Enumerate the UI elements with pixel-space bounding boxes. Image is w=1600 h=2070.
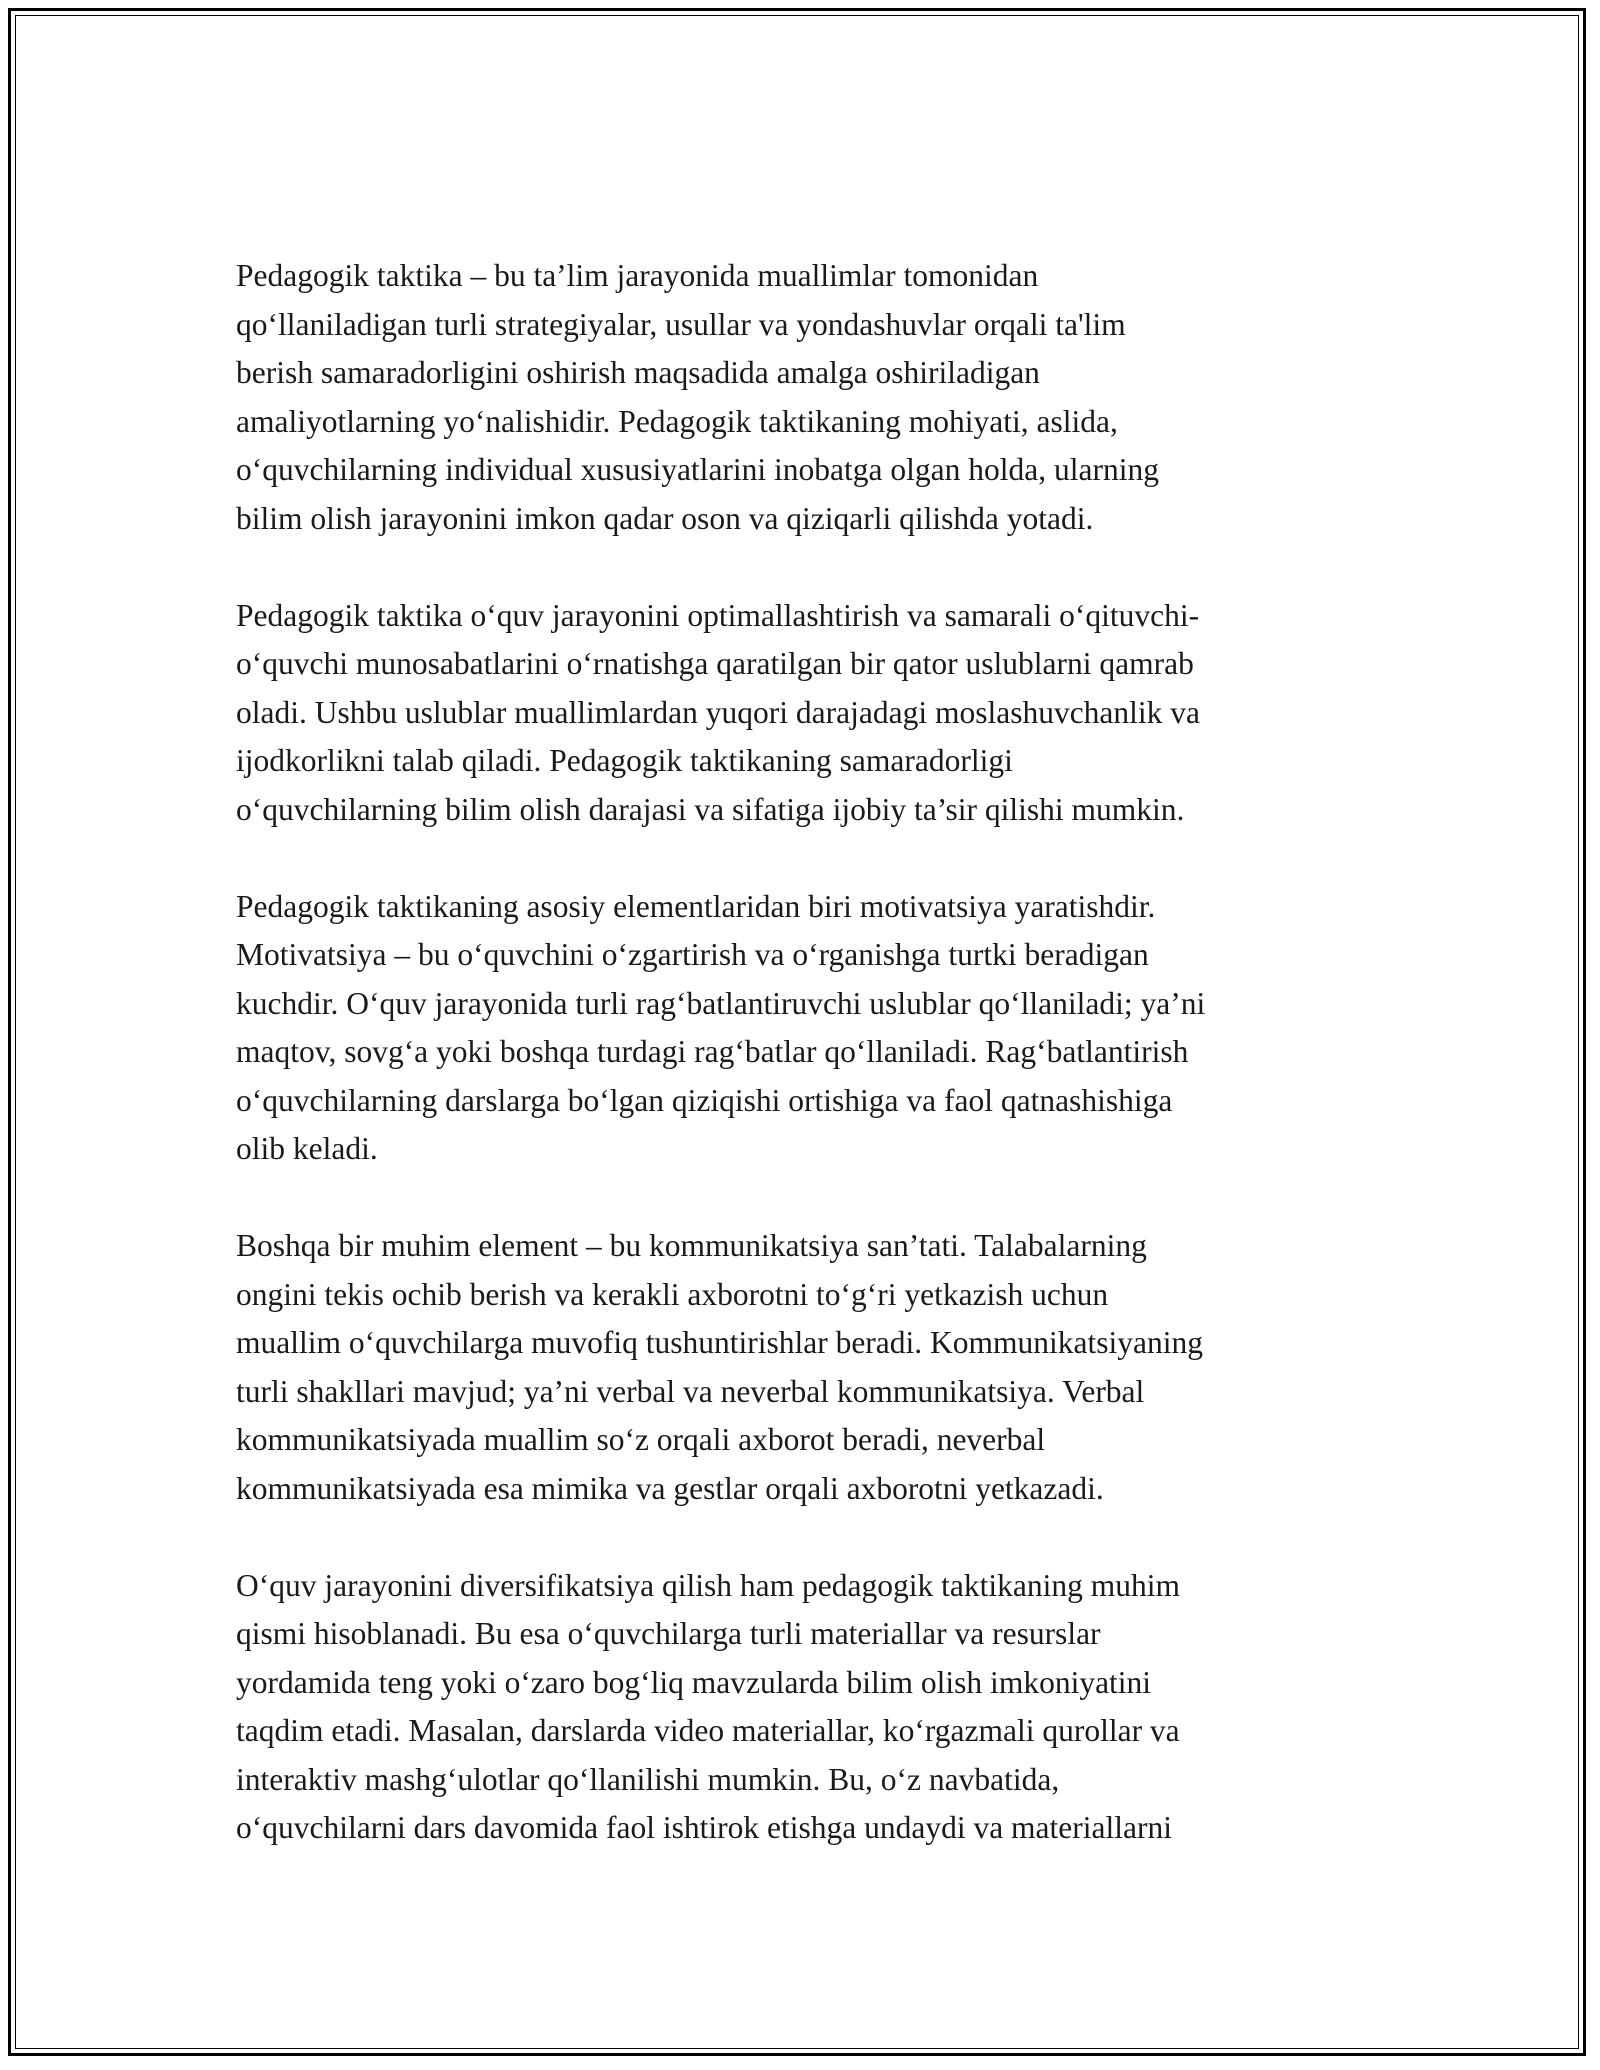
text-line: taqdim etadi. Masalan, darslarda video materiallar, ko‘rgazmali qurollar va	[236, 1713, 1180, 1748]
text-line: muallim o‘quvchilarga muvofiq tushuntirishlar beradi. Kommunikatsiyaning	[236, 1325, 1204, 1360]
text-line: Pedagogik taktika o‘quv jarayonini optimallashtirish va samarali o‘qituvchi-	[236, 597, 1200, 633]
text-line: ongini tekis ochib berish va kerakli axborotni to‘g‘ri yetkazish uchun	[236, 1276, 1109, 1312]
text-line: o‘quvchi munosabatlarini o‘rnatishga qaratilgan bir qator uslublarni qamrab	[236, 646, 1194, 681]
text-line: Pedagogik taktikaning asosiy elementlaridan biri motivatsiya yaratishdir.	[236, 888, 1156, 924]
text-line: kommunikatsiyada muallim so‘z orqali axborot beradi, neverbal	[236, 1422, 1046, 1457]
document-body	[236, 252, 1386, 1901]
text-line: amaliyotlarning yo‘nalishidir. Pedagogik taktikaning mohiyati, aslida,	[236, 403, 1118, 439]
text-line: o‘quvchilarning darslarga bo‘lgan qiziqishi ortishiga va faol qatnashishiga	[236, 1082, 1173, 1118]
text-line: berish samaradorligini oshirish maqsadida amalga oshiriladigan	[236, 355, 1040, 390]
text-line: Motivatsiya – bu o‘quvchini o‘zgartirish va o‘rganishga turtki beradigan	[236, 937, 1149, 972]
text-line: kommunikatsiyada esa mimika va gestlar orqali axborotni yetkazadi.	[236, 1470, 1104, 1506]
paragraph-2	[236, 592, 1386, 835]
text-line: bilim olish jarayonini imkon qadar oson va qiziqarli qilishda yotadi.	[236, 500, 1094, 536]
paragraph-3	[236, 883, 1386, 1174]
text-line: Pedagogik taktika – bu ta’lim jarayonida muallimlar tomonidan	[236, 258, 1039, 293]
text-line: o‘quvchilarning bilim olish darajasi va sifatiga ijobiy ta’sir qilishi mumkin.	[236, 791, 1185, 827]
text-line: qismi hisoblanadi. Bu esa o‘quvchilarga turli materiallar va resurslar	[236, 1616, 1101, 1651]
text-line: kuchdir. O‘quv jarayonida turli rag‘batlantiruvchi uslublar qo‘llaniladi; ya’ni	[236, 985, 1206, 1021]
text-line: oladi. Ushbu uslublar muallimlardan yuqori darajadagi moslashuvchanlik va	[236, 694, 1201, 730]
text-line: O‘quv jarayonini diversifikatsiya qilish ham pedagogik taktikaning muhim	[236, 1567, 1180, 1603]
text-line: o‘quvchilarni dars davomida faol ishtirok etishga undaydi va materiallarni	[236, 1810, 1172, 1845]
text-line: olib keladi.	[236, 1131, 378, 1166]
text-line: o‘quvchilarning individual xususiyatlarini inobatga olgan holda, ularning	[236, 452, 1159, 487]
text-line: Boshqa bir muhim element – bu kommunikatsiya san’tati. Talabalarning	[236, 1228, 1147, 1263]
text-line: turli shakllari mavjud; ya’ni verbal va neverbal kommunikatsiya. Verbal	[236, 1373, 1145, 1409]
paragraph-4	[236, 1222, 1386, 1513]
text-line: yordamida teng yoki o‘zaro bog‘liq mavzularda bilim olish imkoniyatini	[236, 1664, 1152, 1700]
text-line: ijodkorlikni talab qiladi. Pedagogik taktikaning samaradorligi	[236, 743, 1013, 778]
text-line: qo‘llaniladigan turli strategiyalar, usullar va yondashuvlar orqali ta'lim	[236, 306, 1126, 342]
paragraph-5	[236, 1562, 1386, 1853]
text-line: interaktiv mashg‘ulotlar qo‘llanilishi mumkin. Bu, o‘z navbatida,	[236, 1761, 1060, 1797]
text-line: maqtov, sovg‘a yoki boshqa turdagi rag‘batlar qo‘llaniladi. Rag‘batlantirish	[236, 1034, 1189, 1069]
paragraph-1	[236, 252, 1386, 543]
